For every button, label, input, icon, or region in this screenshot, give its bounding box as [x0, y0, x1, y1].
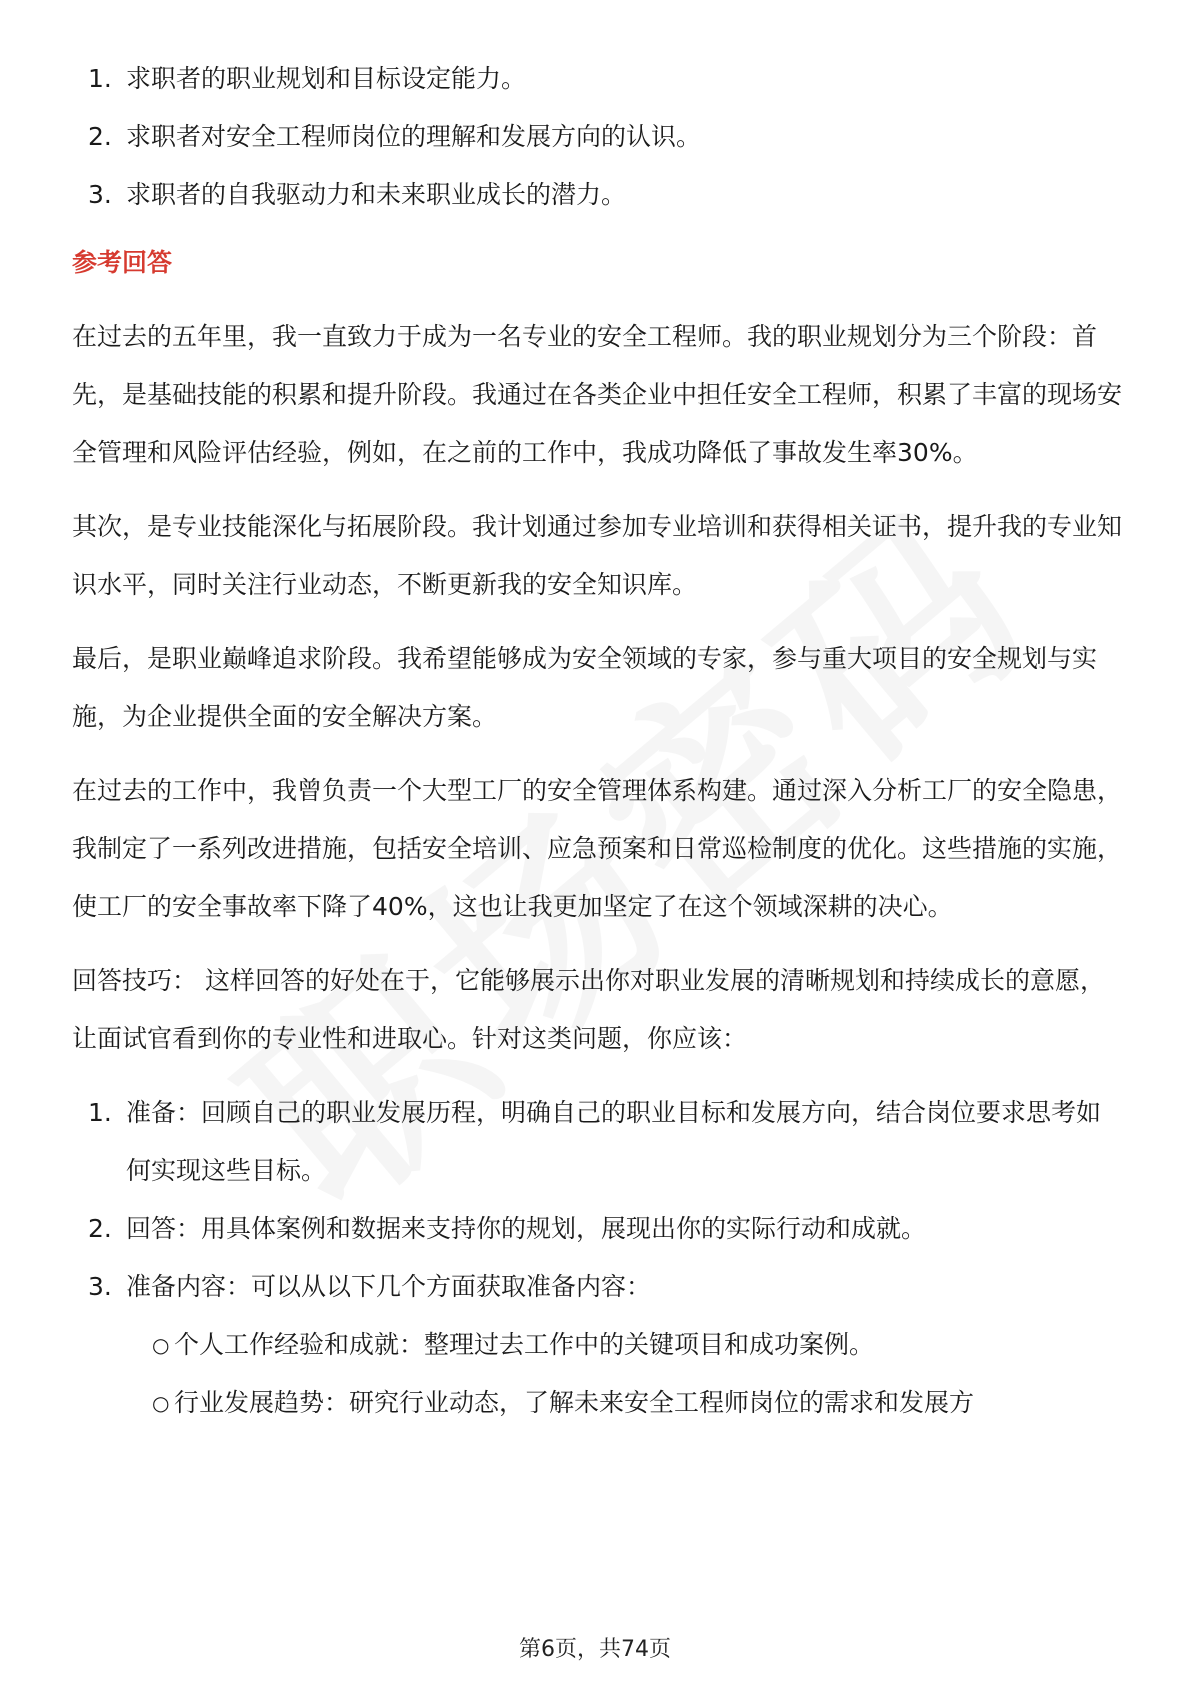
list-item: 1. 求职者的职业规划和目标设定能力。 [88, 64, 527, 93]
page-content [72, 50, 1122, 1432]
list-item: 2. 求职者对安全工程师岗位的理解和发展方向的认识。 [88, 122, 702, 151]
sub-list-item: ○ 个人工作经验和成就：整理过去工作中的关键项目和成功案例。 [126, 1316, 1122, 1374]
list-item: 2. 回答：用具体案例和数据来支持你的规划，展现出你的实际行动和成就。 [88, 1214, 927, 1243]
circle-bullet-icon: ○ [152, 1333, 170, 1357]
list-item: 3. 准备内容：可以从以下几个方面获取准备内容： ○ 个人工作经验和成就：整理过去工作中的关键项目和成功案例。 ○ 行业发展趋势：研究行业动态，了解未来安全工程师岗位的需求和发展方 [72, 1258, 1122, 1432]
list-item: 3. 求职者的自我驱动力和未来职业成长的潜力。 [88, 180, 627, 209]
intro-list [72, 50, 1122, 224]
paragraph: 在过去的工作中，我曾负责一个大型工厂的安全管理体系构建。通过深入分析工厂的安全隐患，我制定了一系列改进措施，包括安全培训、应急预案和日常巡检制度的优化。这些措施的实施，使工厂的安全事故率下降了40%，这也让我更加坚定了在这个领域深耕的决心。 [72, 776, 1123, 921]
paragraph: 在过去的五年里，我一直致力于成为一名专业的安全工程师。我的职业规划分为三个阶段：首先，是基础技能的积累和提升阶段。我通过在各类企业中担任安全工程师，积累了丰富的现场安全管理和风险评估经验，例如，在之前的工作中，我成功降低了事故发生率30%。 [72, 322, 1123, 467]
page-number: 第6页，共74页 [519, 1637, 671, 1662]
circle-bullet-icon: ○ [152, 1391, 170, 1415]
sub-list-item: ○ 行业发展趋势：研究行业动态，了解未来安全工程师岗位的需求和发展方 [126, 1374, 1122, 1432]
sub-list [126, 1316, 1122, 1432]
list-item: 1. 准备：回顾自己的职业发展历程，明确自己的职业目标和发展方向，结合岗位要求思考如何实现这些目标。 [88, 1098, 1102, 1185]
paragraph: 回答技巧： 这样回答的好处在于，它能够展示出你对职业发展的清晰规划和持续成长的意愿，让面试官看到你的专业性和进取心。针对这类问题，你应该： [72, 966, 1105, 1053]
paragraph: 最后，是职业巅峰追求阶段。我希望能够成为安全领域的专家，参与重大项目的安全规划与实施，为企业提供全面的安全解决方案。 [72, 644, 1098, 731]
section-heading: 参考回答 [72, 248, 173, 277]
tips-list [72, 1084, 1122, 1432]
paragraph: 其次，是专业技能深化与拓展阶段。我计划通过参加专业培训和获得相关证书，提升我的专业知识水平，同时关注行业动态，不断更新我的安全知识库。 [72, 512, 1123, 599]
